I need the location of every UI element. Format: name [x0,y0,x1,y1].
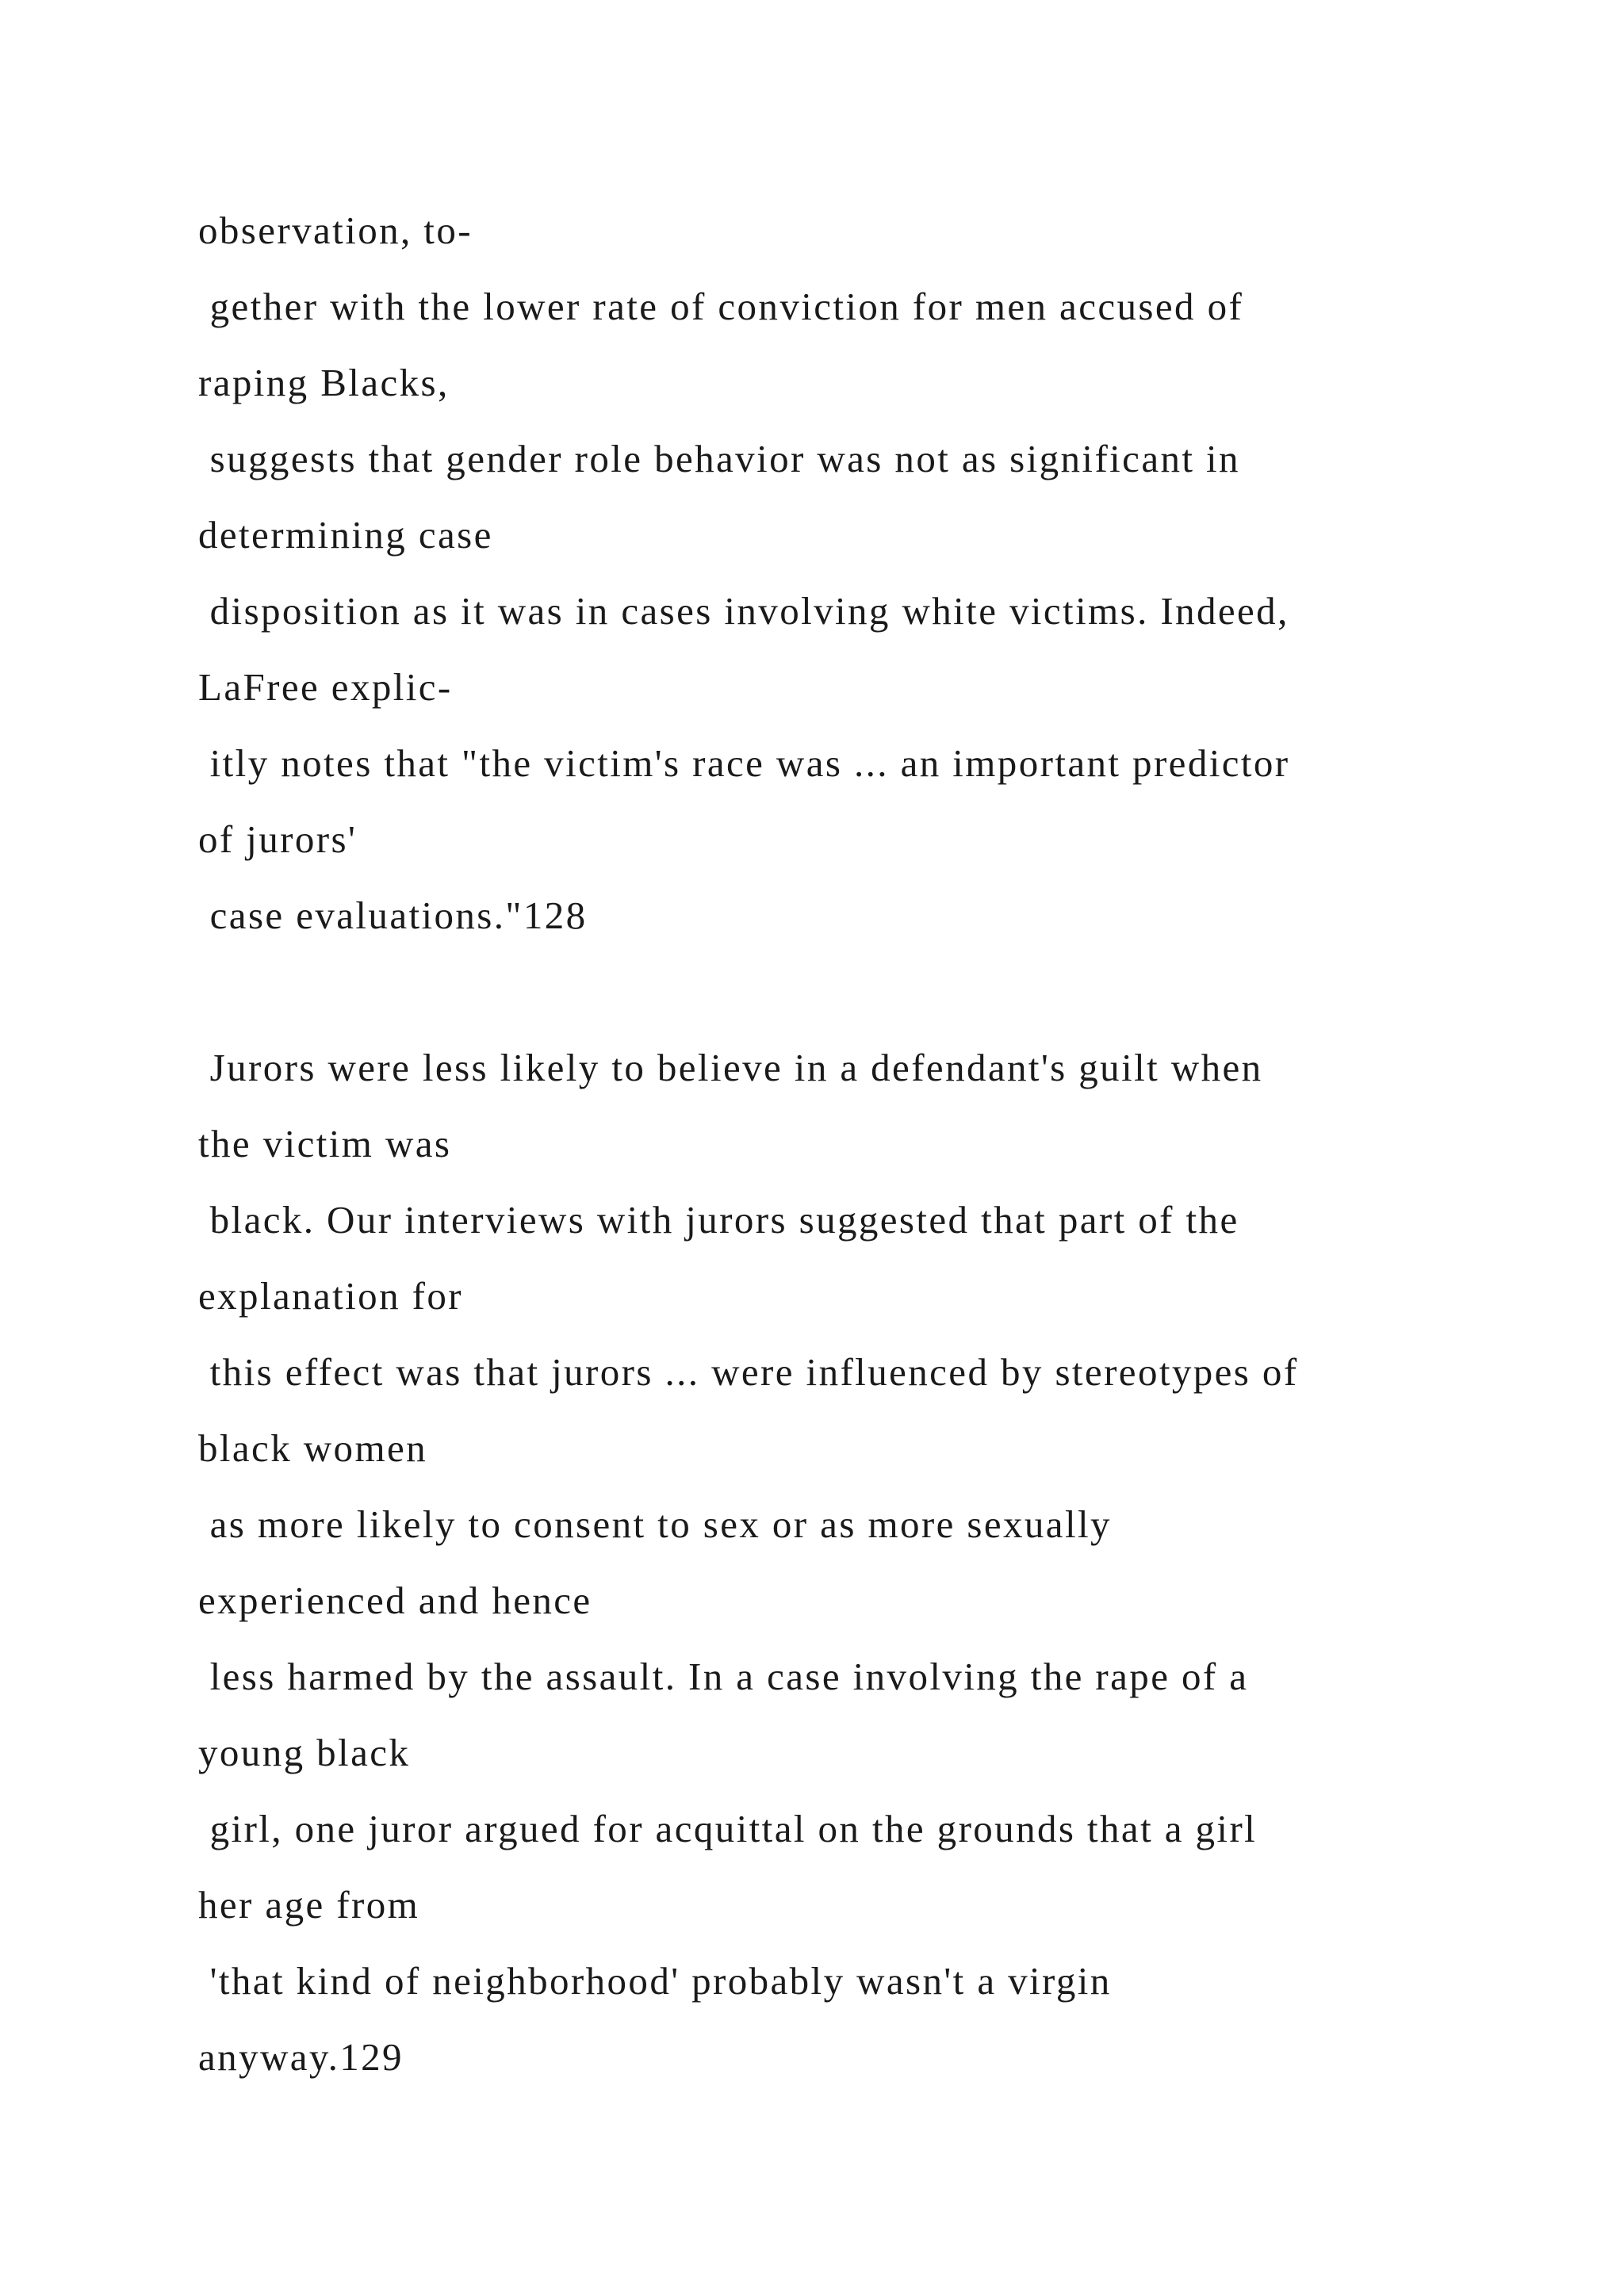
text-line: Jurors were less likely to believe in a defendant's guilt when [198,1046,1263,1089]
text-line: of jurors' [198,817,358,861]
text-line: as more likely to consent to sex or as more sexually [198,1502,1112,1546]
paragraph-1 [198,193,1546,954]
text-line: LaFree explic- [198,665,453,709]
text-line: less harmed by the assault. In a case involving the rape of a [198,1655,1249,1698]
text-line: gether with the lower rate of conviction for men accused of [198,285,1244,328]
body-text [198,193,1546,2095]
text-line: disposition as it was in cases involving white victims. Indeed, [198,589,1289,633]
text-line: her age from [198,1883,420,1927]
text-line: suggests that gender role behavior was not as significant in [198,437,1240,480]
text-line: girl, one juror argued for acquittal on the grounds that a girl [198,1807,1258,1850]
text-line: the victim was [198,1122,452,1165]
text-line: observation, to- [198,209,473,252]
text-line: experienced and hence [198,1578,592,1622]
text-line: 'that kind of neighborhood' probably wasn't a virgin [198,1959,1112,2003]
text-line: black. Our interviews with jurors suggested that part of the [198,1198,1239,1242]
text-line: determining case [198,513,493,557]
text-line: black women [198,1426,428,1470]
paragraph-gap [198,954,1546,1030]
paragraph-2 [198,1030,1546,2095]
text-line: raping Blacks, [198,361,450,404]
text-line: this effect was that jurors ... were influenced by stereotypes of [198,1350,1299,1394]
text-line: young black [198,1731,411,1774]
text-line: anyway.129 [198,2035,404,2079]
text-line: itly notes that "the victim's race was ... an important predictor [198,741,1290,785]
text-line: explanation for [198,1274,463,1318]
text-line: case evaluations."128 [198,894,588,937]
